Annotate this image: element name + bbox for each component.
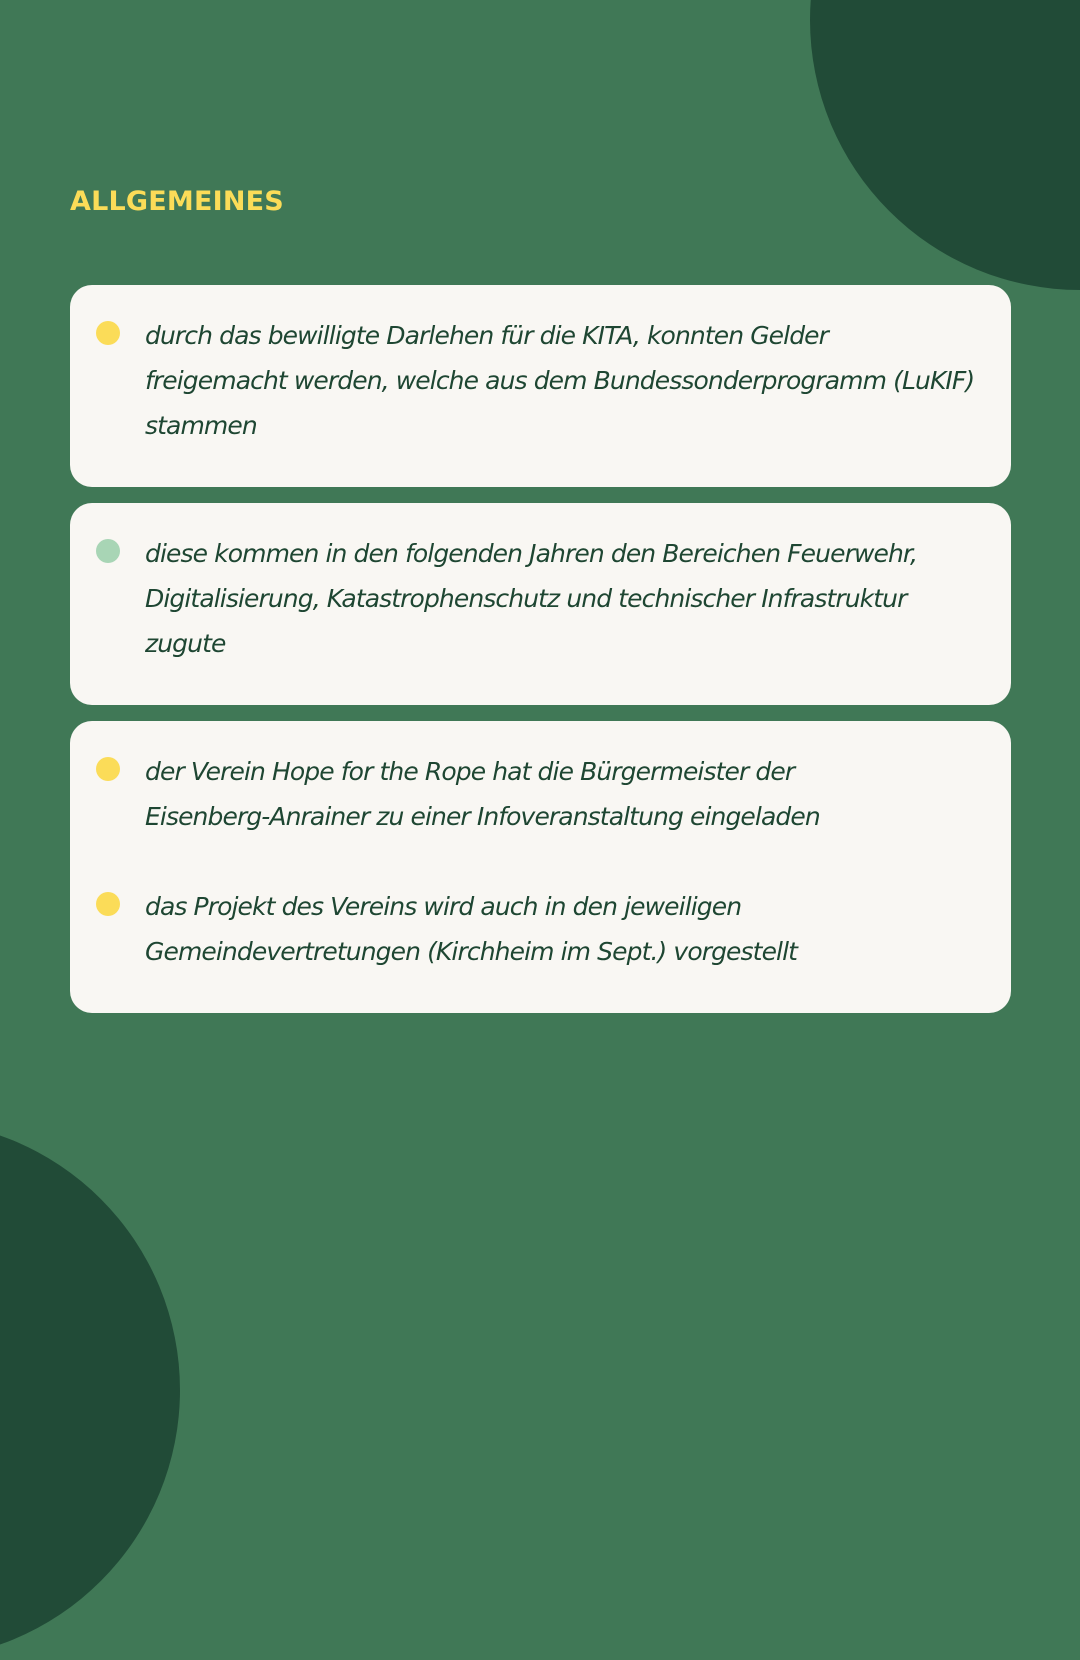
text-line: das Projekt des Vereins wird auch in den jeweiligen <box>145 892 742 921</box>
decorative-circle-top-right <box>810 0 1080 290</box>
bullet-text <box>145 531 1011 666</box>
text-line: freigemacht werden, welche aus dem Bundessonderprogramm (LuKIF) <box>145 366 975 395</box>
text-line: Gemeindevertretungen (Kirchheim im Sept.) vorgestellt <box>145 937 798 966</box>
decorative-circle-bottom-left <box>0 1120 180 1660</box>
bullet-dot-icon <box>96 757 120 781</box>
bullet-dot-icon <box>96 321 120 345</box>
bullet-text <box>145 313 1011 448</box>
info-card-1 <box>70 285 1011 487</box>
info-card-3 <box>70 721 1011 1013</box>
bullet-text <box>145 749 1011 839</box>
text-line: Digitalisierung, Katastrophenschutz und technischer Infrastruktur <box>145 584 907 613</box>
bullet-dot-icon <box>96 892 120 916</box>
text-line: der Verein Hope for the Rope hat die Bürgermeister der <box>145 757 795 786</box>
bullet-dot-icon <box>96 539 120 563</box>
text-line: diese kommen in den folgenden Jahren den Bereichen Feuerwehr, <box>145 539 918 568</box>
text-line: Eisenberg-Anrainer zu einer Infoveranstaltung eingeladen <box>145 802 820 831</box>
bullet-text <box>145 884 1011 974</box>
info-card-2 <box>70 503 1011 705</box>
page-title: ALLGEMEINES <box>70 186 284 217</box>
text-line: stammen <box>145 411 257 440</box>
text-line: zugute <box>145 629 226 658</box>
text-line: durch das bewilligte Darlehen für die KITA, konnten Gelder <box>145 321 829 350</box>
